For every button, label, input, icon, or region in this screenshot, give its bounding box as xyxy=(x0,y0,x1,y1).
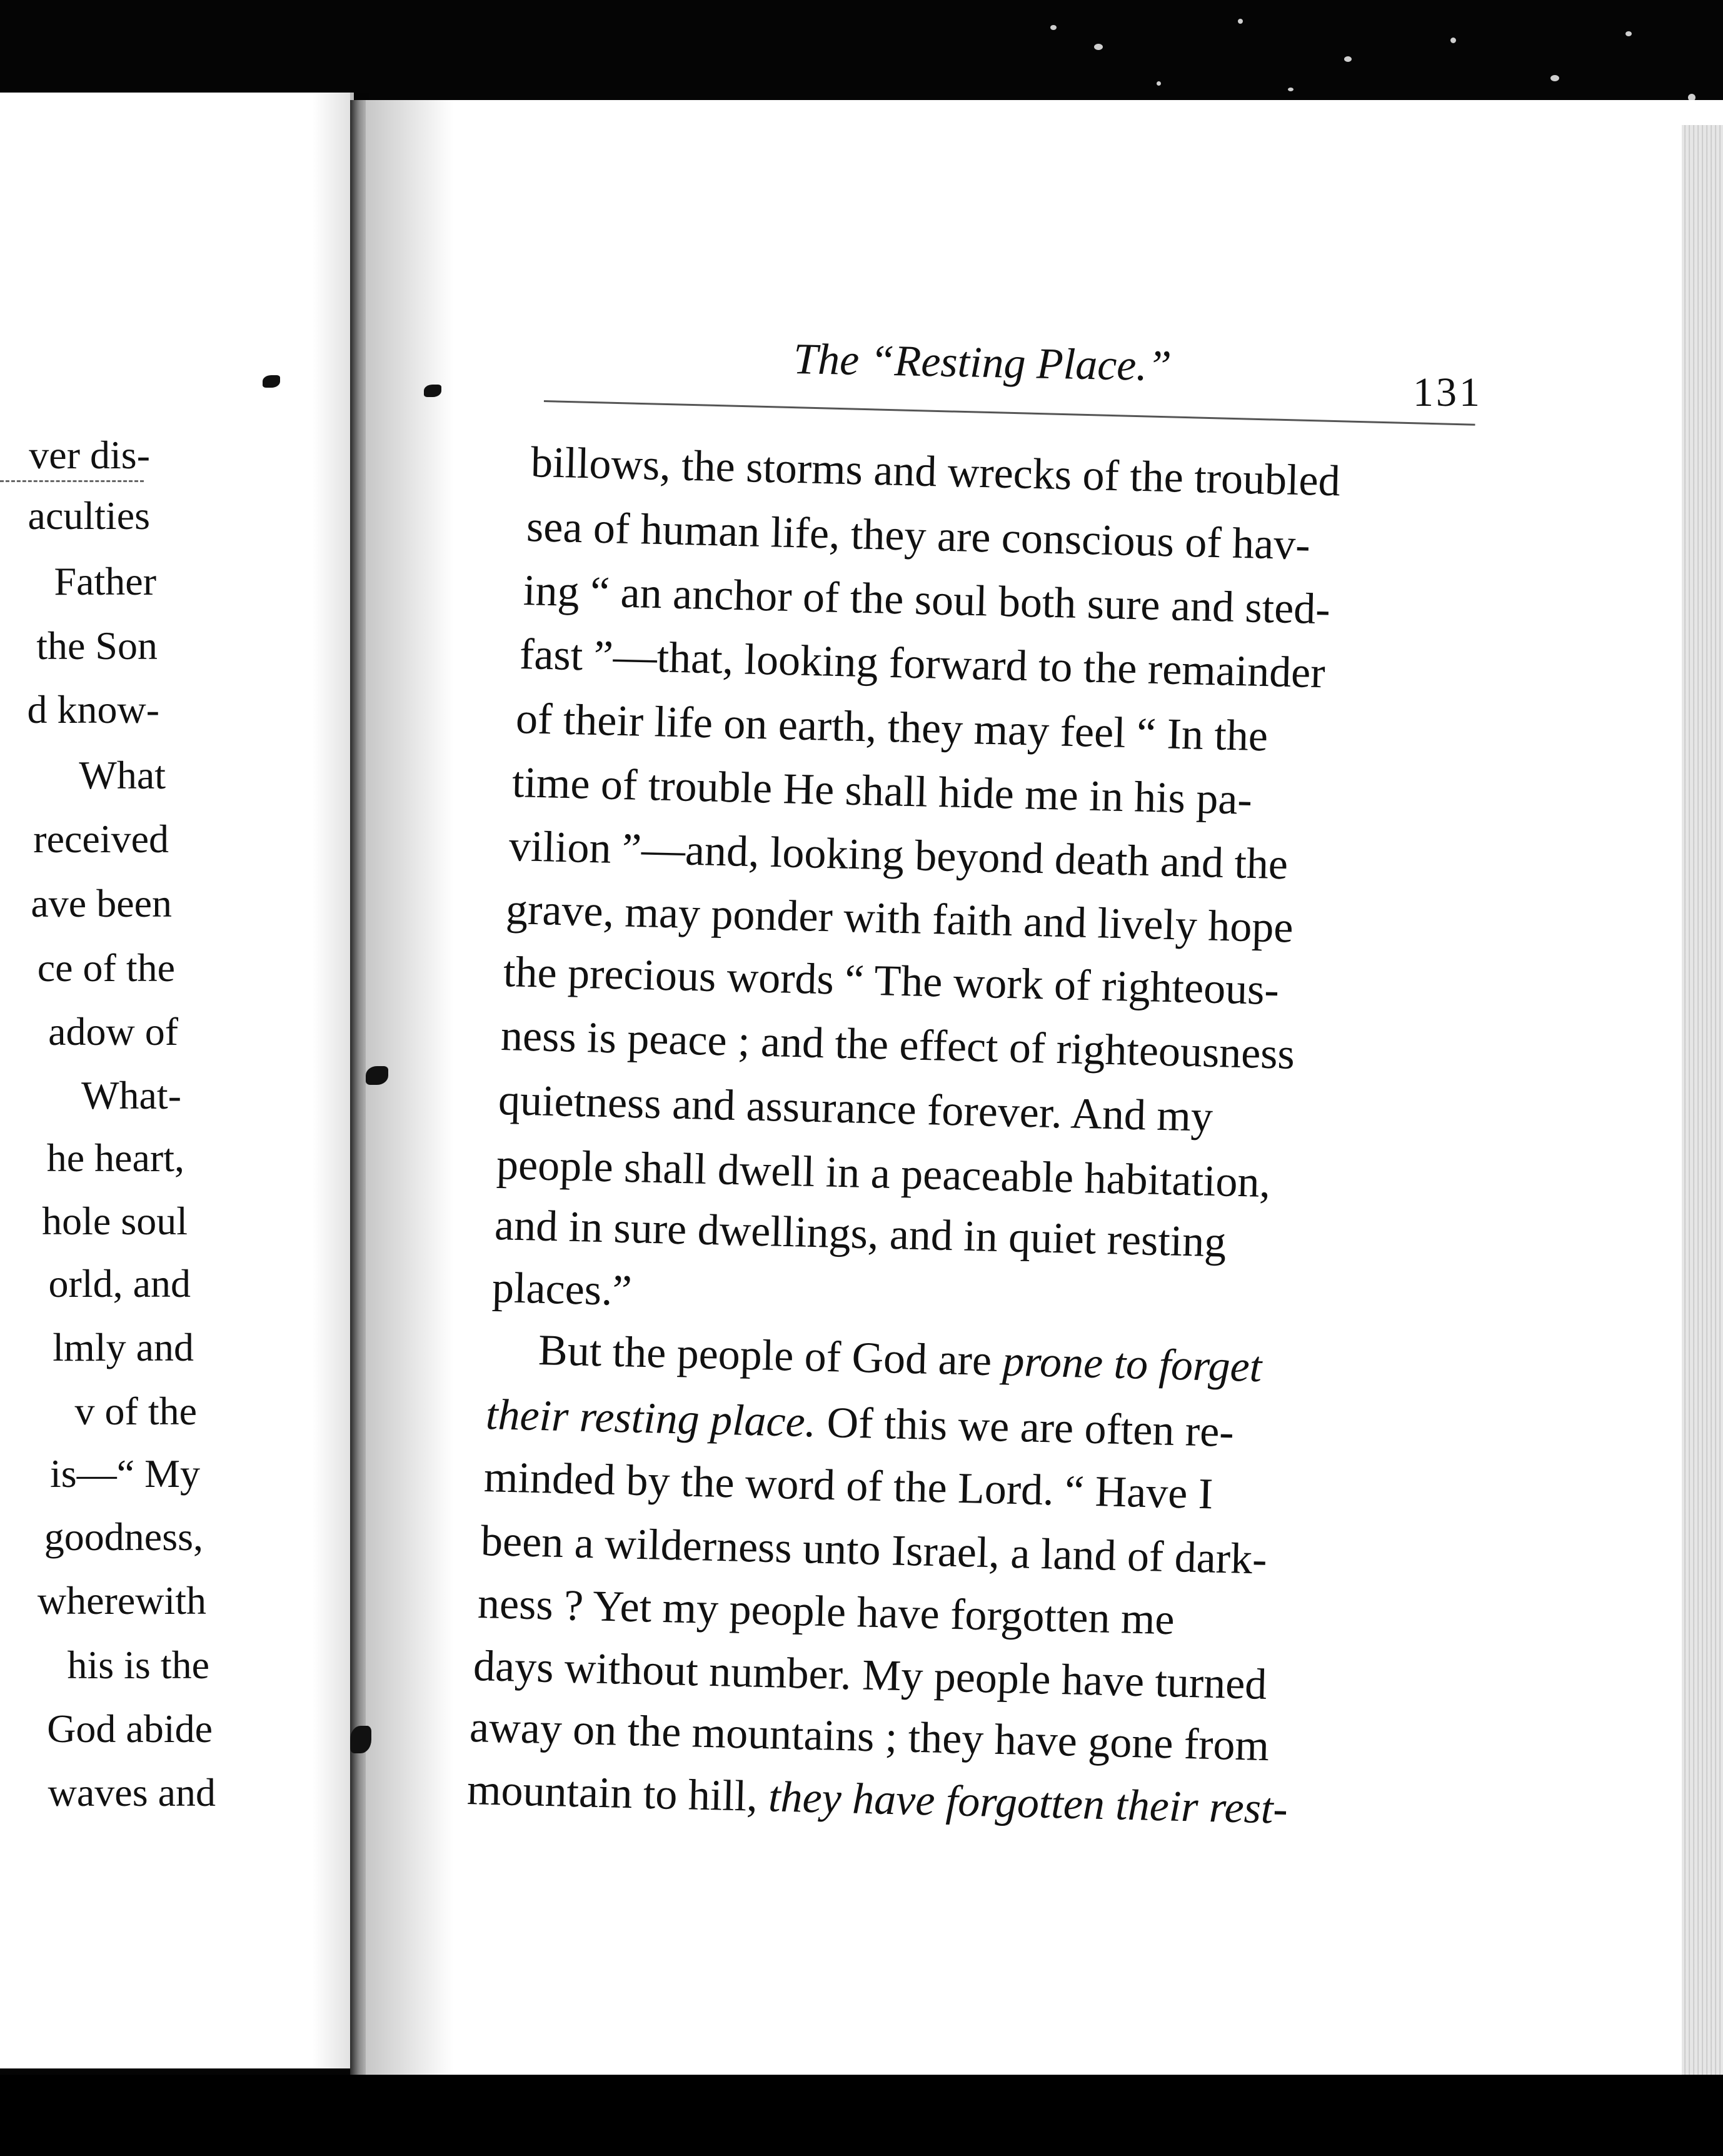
left-page-line: wherewith xyxy=(37,1578,206,1623)
text-line xyxy=(538,1326,1263,1392)
italic-text: prone to forget xyxy=(1002,1337,1263,1392)
left-page-line: God abide xyxy=(47,1706,213,1751)
left-page-line: he heart, xyxy=(46,1136,184,1180)
left-page-line: d know- xyxy=(27,687,159,732)
text-line: away on the mountains ; they have gone from xyxy=(469,1703,1270,1771)
text-line: time of trouble He shall hide me in his pa- xyxy=(511,758,1253,824)
text-line: ness is peace ; and the effect of righteousness xyxy=(500,1012,1295,1079)
left-page-line: ave been xyxy=(31,881,172,925)
text-span: Of this we are often re- xyxy=(815,1398,1235,1457)
left-page-line: ver dis- xyxy=(29,433,150,477)
text-span: mountain to hill, xyxy=(466,1766,770,1821)
left-page-line: lmly and xyxy=(53,1325,194,1369)
text-line: ing “ an anchor of the soul both sure and sted- xyxy=(523,567,1331,634)
text-line: days without number. My people have turned xyxy=(473,1642,1268,1709)
text-line: been a wilderness unto Israel, a land of dark- xyxy=(480,1517,1268,1584)
text-line: the precious words “ The work of righteous- xyxy=(503,948,1280,1015)
text-line: and in sure dwellings, and in quiet resting xyxy=(494,1201,1227,1267)
left-page-line: the Son xyxy=(36,623,158,668)
left-page-line: What- xyxy=(81,1073,181,1117)
text-line xyxy=(485,1391,1235,1457)
left-page-line: hole soul xyxy=(42,1199,188,1243)
text-line: grave, may ponder with faith and lively hope xyxy=(505,885,1294,952)
page-number: 131 xyxy=(1413,370,1482,415)
text-line: ness ? Yet my people have forgotten me xyxy=(477,1579,1175,1645)
running-head: The “Resting Place.” xyxy=(793,335,1172,391)
text-line: sea of human life, they are conscious of hav- xyxy=(526,503,1311,570)
text-line: quietness and assurance forever. And my xyxy=(498,1076,1213,1141)
text-line: vilion ”—and, looking beyond death and the xyxy=(508,822,1288,889)
text-line: of their life on earth, they may feel “ In the xyxy=(515,695,1268,761)
left-page-line: waves and xyxy=(48,1770,216,1815)
text-line: people shall dwell in a peaceable habitation, xyxy=(496,1141,1271,1207)
left-page-line: v of the xyxy=(74,1389,197,1433)
left-page-line: aculties xyxy=(28,493,150,538)
left-page-line: orld, and xyxy=(48,1261,191,1306)
left-page-line: goodness, xyxy=(44,1514,203,1559)
left-page-line: Father xyxy=(54,559,156,603)
italic-text: their resting place. xyxy=(485,1391,817,1447)
italic-text: they have forgotten their rest- xyxy=(768,1773,1288,1833)
left-page-line: adow of xyxy=(48,1009,178,1054)
text-line: minded by the word of the Lord. “ Have I xyxy=(483,1453,1214,1519)
text-line xyxy=(466,1768,1288,1831)
text-line: fast ”—that, looking forward to the remainder xyxy=(519,630,1326,698)
left-page-line: is—“ My xyxy=(50,1451,200,1496)
text-line: places.” xyxy=(491,1264,633,1316)
left-page-line: received xyxy=(33,817,169,861)
scan-background-bottom xyxy=(0,2075,1723,2156)
left-page-line: ce of the xyxy=(37,945,175,990)
left-page-line: his is the xyxy=(67,1643,209,1687)
left-page-line: What xyxy=(79,753,166,797)
text-line: billows, the storms and wrecks of the troubled xyxy=(530,438,1341,506)
text-span: But the people of God are xyxy=(538,1326,1003,1386)
